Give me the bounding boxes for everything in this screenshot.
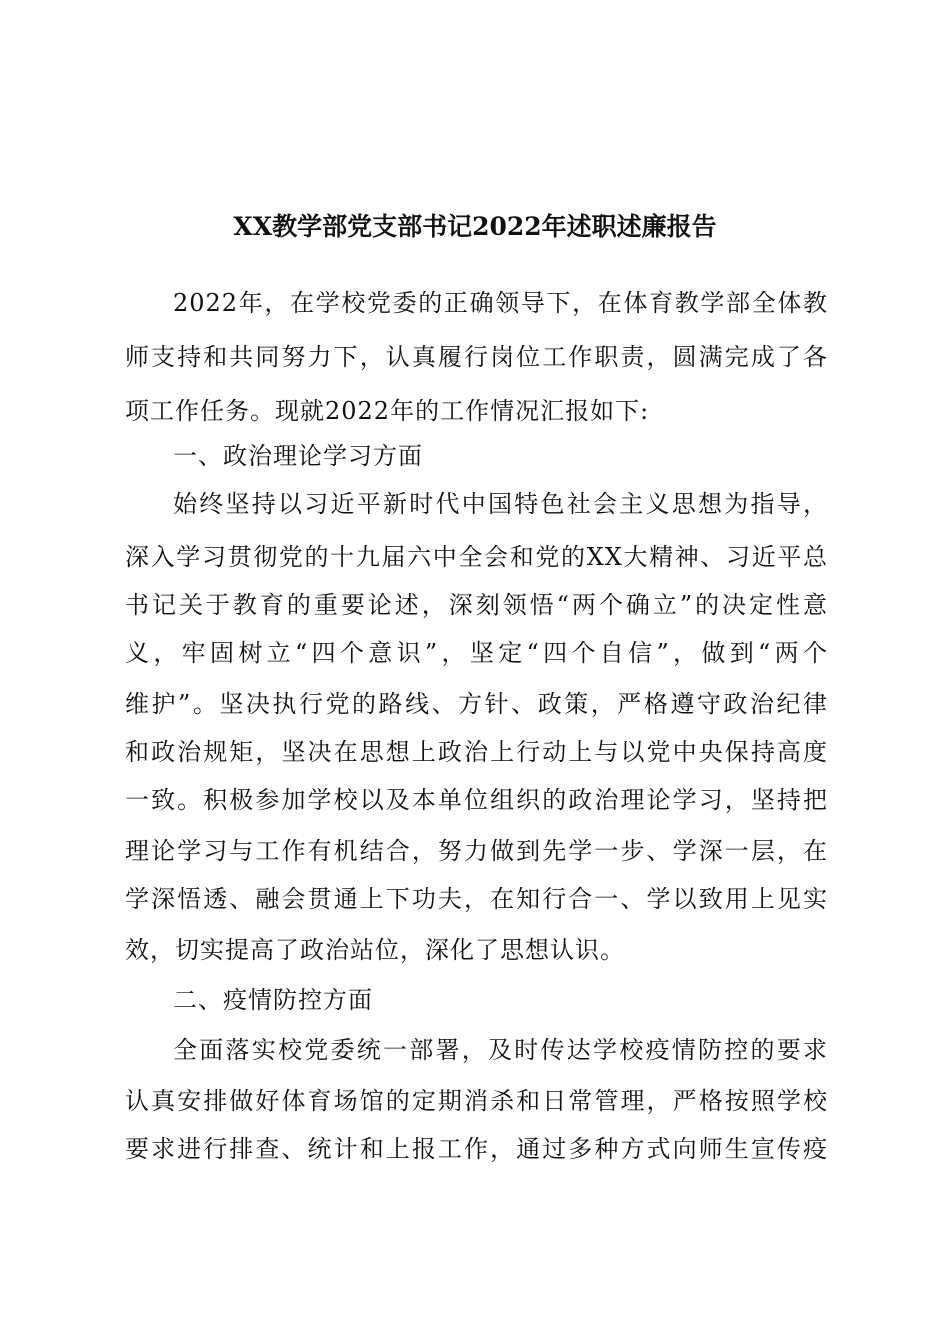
document-title: XX教学部党支部书记2022年述职述廉报告 [233,212,717,241]
paragraph-line: 义，牢固树立“四个意识”，坚定“四个自信”，做到“两个 [125,639,828,667]
section-heading: 二、疫情防控方面 [173,986,373,1014]
paragraph-line: 认真安排做好体育场馆的定期消杀和日常管理，严格按照学校 [125,1087,828,1115]
paragraph-line: 书记关于教育的重要论述，深刻领悟“两个确立”的决定性意 [125,591,828,619]
paragraph-line: 一致。积极参加学校以及本单位组织的政治理论学习，坚持把 [125,786,828,814]
paragraph-line: 全面落实校党委统一部署，及时传达学校疫情防控的要求 [173,1036,828,1064]
paragraph-line: 2022年，在学校党委的正确领导下，在体育教学部全体教 [173,289,828,317]
paragraph-line: 学深悟透、融会贯通上下功夫，在知行合一、学以致用上见实 [125,885,828,913]
paragraph-line: 要求进行排查、统计和上报工作，通过多种方式向师生宣传疫 [125,1135,828,1163]
section-heading: 一、政治理论学习方面 [173,442,423,470]
paragraph-line: 维护”。坚决执行党的路线、方针、政策，严格遵守政治纪律 [125,690,828,718]
paragraph-line: 和政治规矩，坚决在思想上政治上行动上与以党中央保持高度 [125,738,828,766]
paragraph-line: 始终坚持以习近平新时代中国特色社会主义思想为指导， [173,490,828,518]
paragraph-line: 效，切实提高了政治站位，深化了思想认识。 [125,936,625,964]
paragraph-line: 理论学习与工作有机结合，努力做到先学一步、学深一层，在 [125,837,828,865]
paragraph-line: 深入学习贯彻党的十九届六中全会和党的XX大精神、习近平总 [125,543,828,571]
paragraph-line: 师支持和共同努力下，认真履行岗位工作职责，圆满完成了各 [125,343,828,371]
paragraph-line: 项工作任务。现就2022年的工作情况汇报如下: [125,397,650,425]
